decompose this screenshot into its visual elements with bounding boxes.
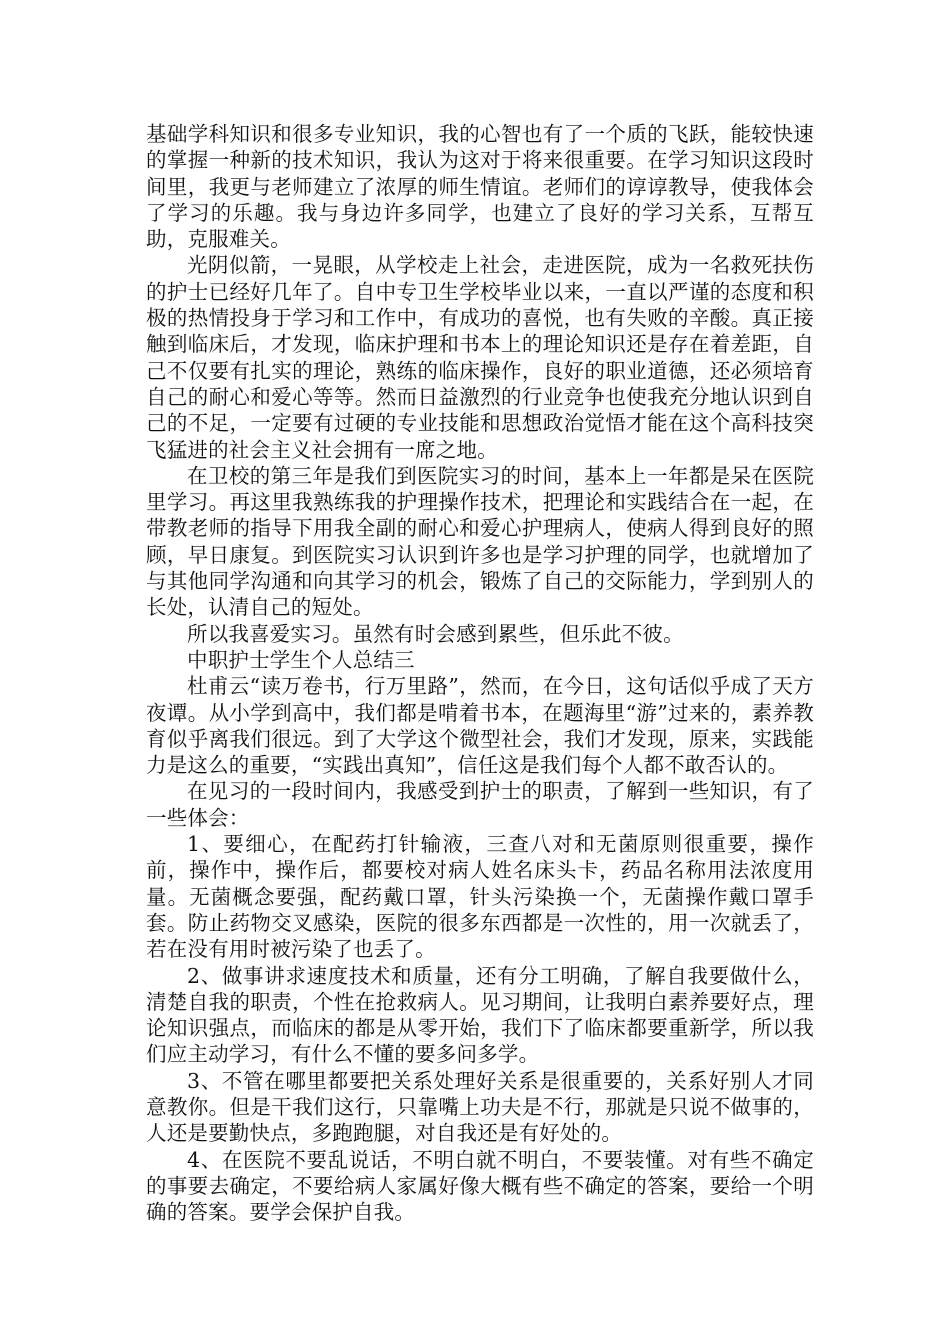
paragraph-3: 在卫校的第三年是我们到医院实习的时间，基本上一年都是呆在医院里学习。再这里我熟练我的护理操作技术，把理论和实践结合在一起，在带教老师的指导下用我全副的耐心和爱心护理病人，使病人得到良好的照顾，早日康复。到医院实习认识到许多也是学习护理的同学，也就增加了与其他同学沟通和向其学习的机会，锻炼了自己的交际能力，学到别人的长处，认清自己的短处。 <box>146 463 814 620</box>
paragraph-1: 基础学科知识和很多专业知识，我的心智也有了一个质的飞跃，能较快速的掌握一种新的技术知识，我认为这对于将来很重要。在学习知识这段时间里，我更与老师建立了浓厚的师生情谊。老师们的谆谆教导，使我体会了学习的乐趣。我与身边许多同学，也建立了良好的学习关系，互帮互助，克服难关。 <box>146 122 814 252</box>
list-item-1: 1、要细心，在配药打针输液，三查八对和无菌原则很重要，操作前，操作中，操作后，都要校对病人姓名床头卡，药品名称用法浓度用量。无菌概念要强，配药戴口罩，针头污染换一个，无菌操作戴口罩手套。防止药物交叉感染，医院的很多东西都是一次性的，用一次就丢了，若在没有用时被污染了也丢了。 <box>146 832 814 962</box>
list-item-2: 2、做事讲求速度技术和质量，还有分工明确，了解自我要做什么，清楚自我的职责，个性在抢救病人。见习期间，让我明白素养要好点，理论知识强点，而临床的都是从零开始，我们下了临床都要重新学，所以我们应主动学习，有什么不懂的要多问多学。 <box>146 963 814 1067</box>
paragraph-5: 杜甫云“读万卷书，行万里路”，然而，在今日，这句话似乎成了天方夜谭。从小学到高中，我们都是啃着书本，在题海里“游”过来的，素养教育似乎离我们很远。到了大学这个微型社会，我们才发现，原来，实践能力是这么的重要，“实践出真知”，信任这是我们每个人都不敢否认的。 <box>146 674 814 778</box>
section-heading: 中职护士学生个人总结三 <box>187 647 415 672</box>
paragraph-4: 所以我喜爱实习。虽然有时会感到累些，但乐此不彼。 <box>187 621 684 646</box>
list-item-3: 3、不管在哪里都要把关系处理好关系是很重要的，关系好别人才同意教你。但是干我们这行，只靠嘴上功夫是不行，那就是只说不做事的，人还是要勤快点，多跑跑腿，对自我还是有好处的。 <box>146 1068 814 1146</box>
document-page <box>146 121 814 1225</box>
paragraph-6: 在见习的一段时间内，我感受到护士的职责，了解到一些知识，有了一些体会： <box>146 779 814 830</box>
paragraph-2: 光阴似箭，一晃眼，从学校走上社会，走进医院，成为一名救死扶伤的护士已经好几年了。自中专卫生学校毕业以来，一直以严谨的态度和积极的热情投身于学习和工作中，有成功的喜悦，也有失败的辛酸。真正接触到临床后，才发现，临床护理和书本上的理论知识还是存在着差距，自己不仅要有扎实的理论，熟练的临床操作，良好的职业道德，还必须培育自己的耐心和爱心等等。然而日益激烈的行业竞争也使我充分地认识到自己的不足，一定要有过硬的专业技能和思想政治觉悟才能在这个高科技突飞猛进的社会主义社会拥有一席之地。 <box>146 253 814 462</box>
list-item-4: 4、在医院不要乱说话，不明白就不明白，不要装懂。对有些不确定的事要去确定，不要给病人家属好像大概有些不确定的答案，要给一个明确的答案。要学会保护自我。 <box>146 1147 814 1225</box>
